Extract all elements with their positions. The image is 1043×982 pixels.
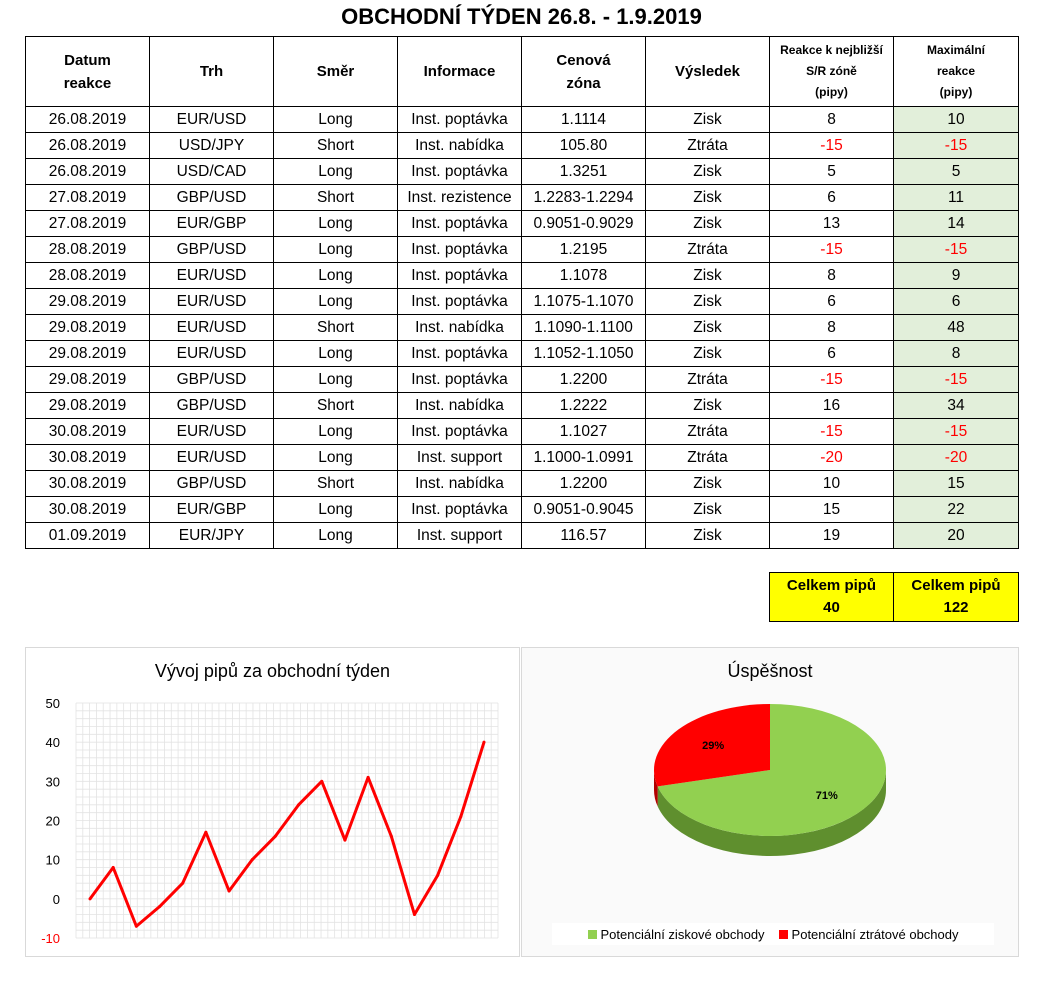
legend-label-loss: Potenciální ztrátové obchody [791, 926, 959, 942]
pie-data-label: 71% [815, 790, 838, 803]
cell-zone: 1.1114 [522, 107, 646, 133]
cell-max: 11 [894, 185, 1019, 211]
table-row [26, 133, 1019, 159]
header-market: Trh [150, 37, 274, 107]
cell-direction: Long [274, 497, 398, 523]
table-row [26, 211, 1019, 237]
table-row [26, 263, 1019, 289]
table-row [26, 445, 1019, 471]
cell-reaction: 16 [770, 393, 894, 419]
cell-reaction: 8 [770, 315, 894, 341]
cell-zone: 1.1052-1.1050 [522, 341, 646, 367]
series-point [251, 858, 254, 861]
cell-reaction: -15 [770, 419, 894, 445]
cell-result: Zisk [646, 263, 770, 289]
cell-info: Inst. poptávka [398, 159, 522, 185]
cell-market: EUR/JPY [150, 523, 274, 549]
cell-zone: 1.2200 [522, 471, 646, 497]
cell-direction: Long [274, 523, 398, 549]
cell-result: Ztráta [646, 445, 770, 471]
header-result: Výsledek [646, 37, 770, 107]
y-tick-label: 20 [45, 813, 60, 829]
series-point [367, 776, 370, 779]
total-reaction-cell [770, 573, 894, 622]
cell-date: 29.08.2019 [26, 315, 150, 341]
trades-table [25, 36, 1019, 549]
series-point [135, 925, 138, 928]
cell-market: GBP/USD [150, 471, 274, 497]
cell-zone: 0.9051-0.9029 [522, 211, 646, 237]
header-zone: Cenová zóna [522, 37, 646, 107]
cell-direction: Long [274, 263, 398, 289]
cell-zone: 1.1027 [522, 419, 646, 445]
cell-zone: 1.2222 [522, 393, 646, 419]
cell-date: 26.08.2019 [26, 107, 150, 133]
series-point [459, 815, 462, 818]
cell-info: Inst. poptávka [398, 419, 522, 445]
total-max-value: 122 [943, 599, 969, 616]
y-tick-label: 10 [45, 852, 60, 868]
cell-direction: Short [274, 471, 398, 497]
cell-result: Zisk [646, 159, 770, 185]
cell-max: 9 [894, 263, 1019, 289]
cell-max: 20 [894, 523, 1019, 549]
cell-direction: Short [274, 185, 398, 211]
cell-info: Inst. poptávka [398, 237, 522, 263]
cell-date: 01.09.2019 [26, 523, 150, 549]
table-row [26, 497, 1019, 523]
page-title: OBCHODNÍ TÝDEN 26.8. - 1.9.2019 [341, 4, 702, 29]
cell-direction: Long [274, 445, 398, 471]
series-point [343, 839, 346, 842]
cell-reaction: 6 [770, 185, 894, 211]
cell-market: EUR/GBP [150, 497, 274, 523]
table-row [26, 237, 1019, 263]
total-reaction-value: 40 [823, 599, 840, 616]
series-point [390, 835, 393, 838]
table-row [26, 341, 1019, 367]
header-direction: Směr [274, 37, 398, 107]
series-point [228, 890, 231, 893]
cell-max: -20 [894, 445, 1019, 471]
pie-legend [552, 923, 994, 945]
cell-reaction: 13 [770, 211, 894, 237]
cell-info: Inst. poptávka [398, 341, 522, 367]
cell-zone: 1.1090-1.1100 [522, 315, 646, 341]
table-row [26, 367, 1019, 393]
cell-market: GBP/USD [150, 393, 274, 419]
cell-market: EUR/USD [150, 107, 274, 133]
cell-info: Inst. poptávka [398, 263, 522, 289]
cell-zone: 1.2200 [522, 367, 646, 393]
cell-market: EUR/USD [150, 445, 274, 471]
cell-reaction: 6 [770, 341, 894, 367]
table-body [26, 107, 1019, 549]
cell-result: Zisk [646, 289, 770, 315]
series-point [320, 780, 323, 783]
totals-table [769, 572, 1019, 622]
cell-direction: Long [274, 419, 398, 445]
cell-result: Ztráta [646, 367, 770, 393]
cell-info: Inst. poptávka [398, 289, 522, 315]
series-point [204, 831, 207, 834]
header-info: Informace [398, 37, 522, 107]
cell-max: -15 [894, 237, 1019, 263]
cell-info: Inst. poptávka [398, 107, 522, 133]
cell-zone: 105.80 [522, 133, 646, 159]
cell-result: Zisk [646, 211, 770, 237]
cell-direction: Short [274, 315, 398, 341]
cell-zone: 0.9051-0.9045 [522, 497, 646, 523]
cell-direction: Long [274, 367, 398, 393]
cell-result: Ztráta [646, 237, 770, 263]
cell-result: Zisk [646, 523, 770, 549]
series-point [181, 882, 184, 885]
cell-result: Zisk [646, 107, 770, 133]
cell-direction: Long [274, 341, 398, 367]
table-row [26, 471, 1019, 497]
cell-direction: Long [274, 159, 398, 185]
table-row [26, 185, 1019, 211]
legend-swatch-profit [588, 930, 597, 939]
cell-max: 6 [894, 289, 1019, 315]
cell-info: Inst. poptávka [398, 367, 522, 393]
y-tick-label: -10 [41, 931, 60, 946]
cell-reaction: -15 [770, 367, 894, 393]
table-row [26, 289, 1019, 315]
cell-reaction: 8 [770, 263, 894, 289]
line-chart [26, 648, 519, 956]
cell-market: USD/JPY [150, 133, 274, 159]
pie-chart [522, 648, 1018, 956]
table-row [26, 315, 1019, 341]
cell-zone: 1.2283-1.2294 [522, 185, 646, 211]
cell-zone: 1.2195 [522, 237, 646, 263]
cell-direction: Short [274, 393, 398, 419]
cell-max: -15 [894, 133, 1019, 159]
header-reaction: Reakce k nejbližší S/R zóně (pipy) [770, 37, 894, 107]
cell-reaction: -20 [770, 445, 894, 471]
cell-zone: 1.1000-1.0991 [522, 445, 646, 471]
series-point [413, 913, 416, 916]
cell-date: 26.08.2019 [26, 133, 150, 159]
legend-item-loss [779, 927, 959, 942]
cell-direction: Long [274, 107, 398, 133]
header-date: Datum reakce [26, 37, 150, 107]
cell-max: 15 [894, 471, 1019, 497]
cell-date: 27.08.2019 [26, 211, 150, 237]
cell-market: EUR/GBP [150, 211, 274, 237]
table-row [26, 419, 1019, 445]
legend-item-profit [588, 927, 765, 942]
cell-max: -15 [894, 419, 1019, 445]
cell-info: Inst. support [398, 445, 522, 471]
cell-direction: Long [274, 211, 398, 237]
header-max-reaction: Maximální reakce (pipy) [894, 37, 1019, 107]
series-point [436, 874, 439, 877]
table-header-row [26, 37, 1019, 107]
cell-info: Inst. rezistence [398, 185, 522, 211]
cell-direction: Long [274, 237, 398, 263]
cell-result: Ztráta [646, 419, 770, 445]
y-tick-label: 40 [45, 735, 60, 751]
cell-date: 28.08.2019 [26, 263, 150, 289]
cell-reaction: -15 [770, 237, 894, 263]
cell-result: Zisk [646, 341, 770, 367]
cell-reaction: 19 [770, 523, 894, 549]
series-point [297, 803, 300, 806]
cell-info: Inst. nabídka [398, 315, 522, 341]
cell-reaction: 15 [770, 497, 894, 523]
cell-info: Inst. support [398, 523, 522, 549]
cell-max: 14 [894, 211, 1019, 237]
cell-date: 26.08.2019 [26, 159, 150, 185]
cell-max: 22 [894, 497, 1019, 523]
cell-max: 34 [894, 393, 1019, 419]
cell-date: 30.08.2019 [26, 471, 150, 497]
cell-result: Zisk [646, 497, 770, 523]
cell-max: 8 [894, 341, 1019, 367]
pie-data-label: 29% [702, 739, 725, 752]
cell-date: 29.08.2019 [26, 289, 150, 315]
cell-market: EUR/USD [150, 263, 274, 289]
legend-swatch-loss [779, 930, 788, 939]
cell-info: Inst. nabídka [398, 393, 522, 419]
cell-zone: 1.3251 [522, 159, 646, 185]
cell-date: 28.08.2019 [26, 237, 150, 263]
cell-market: GBP/USD [150, 237, 274, 263]
cell-direction: Long [274, 289, 398, 315]
y-tick-label: 50 [45, 696, 60, 711]
cell-result: Zisk [646, 185, 770, 211]
cell-zone: 1.1075-1.1070 [522, 289, 646, 315]
cell-date: 29.08.2019 [26, 367, 150, 393]
cell-max: 48 [894, 315, 1019, 341]
pie-chart-title: Úspěšnost [727, 661, 813, 681]
legend-label-profit: Potenciální ziskové obchody [600, 926, 765, 942]
total-max-label: Celkem pipů [911, 577, 1001, 594]
cell-reaction: 8 [770, 107, 894, 133]
series-point [112, 866, 115, 869]
line-chart-panel [25, 647, 520, 957]
table-row [26, 107, 1019, 133]
cell-max: 10 [894, 107, 1019, 133]
table-row [26, 159, 1019, 185]
cell-result: Zisk [646, 315, 770, 341]
cell-date: 30.08.2019 [26, 445, 150, 471]
y-tick-label: 0 [52, 891, 60, 907]
line-chart-title: Vývoj pipů za obchodní týden [154, 661, 391, 681]
cell-date: 27.08.2019 [26, 185, 150, 211]
cell-market: EUR/USD [150, 419, 274, 445]
cell-market: USD/CAD [150, 159, 274, 185]
pie-chart-panel [521, 647, 1019, 957]
cell-info: Inst. poptávka [398, 497, 522, 523]
cell-zone: 1.1078 [522, 263, 646, 289]
y-tick-label: 30 [45, 774, 60, 790]
cell-result: Zisk [646, 393, 770, 419]
series-point [89, 897, 92, 900]
cell-info: Inst. poptávka [398, 211, 522, 237]
cell-date: 30.08.2019 [26, 419, 150, 445]
cell-date: 29.08.2019 [26, 341, 150, 367]
cell-max: -15 [894, 367, 1019, 393]
table-row [26, 393, 1019, 419]
cell-market: EUR/USD [150, 289, 274, 315]
cell-reaction: -15 [770, 133, 894, 159]
cell-info: Inst. nabídka [398, 471, 522, 497]
cell-max: 5 [894, 159, 1019, 185]
cell-market: EUR/USD [150, 341, 274, 367]
cell-date: 29.08.2019 [26, 393, 150, 419]
total-max-cell [894, 573, 1019, 622]
total-reaction-label: Celkem pipů [786, 577, 877, 594]
cell-result: Zisk [646, 471, 770, 497]
series-point [483, 741, 486, 744]
table-row [26, 523, 1019, 549]
cell-date: 30.08.2019 [26, 497, 150, 523]
series-point [158, 905, 161, 908]
cell-direction: Short [274, 133, 398, 159]
cell-result: Ztráta [646, 133, 770, 159]
cell-info: Inst. nabídka [398, 133, 522, 159]
series-point [274, 835, 277, 838]
cell-market: GBP/USD [150, 367, 274, 393]
cell-reaction: 5 [770, 159, 894, 185]
cell-market: GBP/USD [150, 185, 274, 211]
cell-market: EUR/USD [150, 315, 274, 341]
cell-reaction: 6 [770, 289, 894, 315]
cell-reaction: 10 [770, 471, 894, 497]
cell-zone: 116.57 [522, 523, 646, 549]
